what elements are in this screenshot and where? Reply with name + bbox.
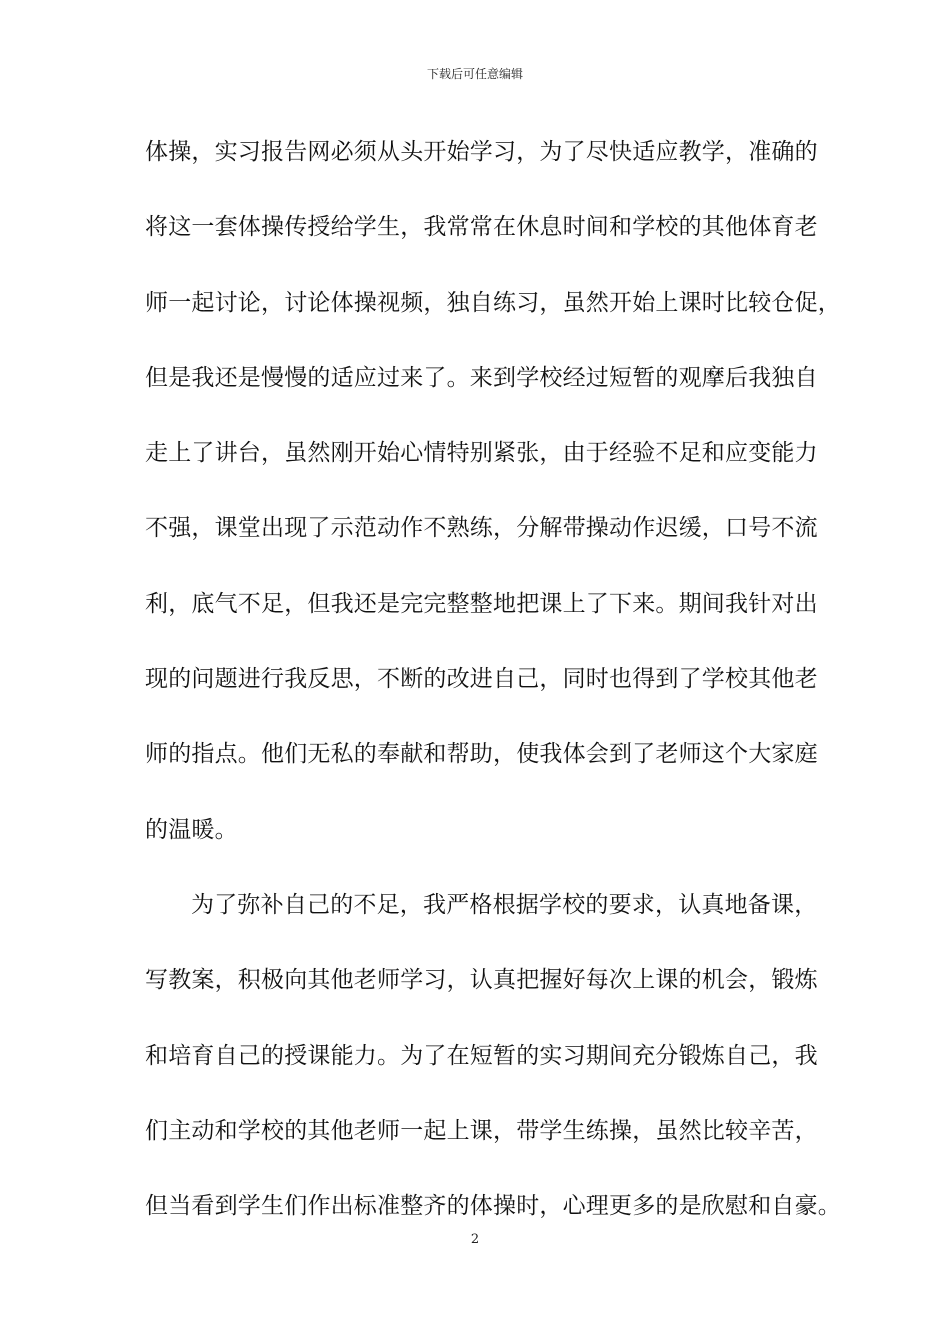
paragraph-line: 师一起讨论，讨论体操视频，独自练习，虽然开始上课时比较仓促，	[145, 289, 841, 316]
paragraph-line: 体操，实习报告网必须从头开始学习，为了尽快适应教学，准确的	[145, 139, 818, 165]
paragraph-line: 师的指点。他们无私的奉献和帮助，使我体会到了老师这个大家庭	[145, 741, 818, 768]
document-body	[145, 130, 841, 1259]
page-header: 下载后可任意编辑	[426, 67, 523, 81]
paragraph-line: 走上了讲台，虽然刚开始心情特别紧张，由于经验不足和应变能力	[145, 440, 818, 467]
paragraph-line: 们主动和学校的其他老师一起上课，带学生练操，虽然比较辛苦，	[145, 1117, 818, 1144]
paragraph-line: 但是我还是慢慢的适应过来了。来到学校经过短暂的观摩后我独自	[145, 364, 818, 391]
paragraph-line: 写教案，积极向其他老师学习，认真把握好每次上课的机会，锻炼	[145, 967, 818, 994]
paragraph-line: 的温暖。	[145, 816, 238, 843]
paragraph-line: 和培育自己的授课能力。为了在短暂的实习期间充分锻炼自己，我	[145, 1042, 818, 1069]
paragraph-line: 利，底气不足，但我还是完完整整地把课上了下来。期间我针对出	[145, 590, 818, 617]
paragraph-line: 但当看到学生们作出标准整齐的体操时，心理更多的是欣慰和自豪。	[145, 1193, 841, 1220]
paragraph-line: 将这一套体操传授给学生，我常常在休息时间和学校的其他体育老	[145, 214, 818, 241]
paragraph-line: 不强，课堂出现了示范动作不熟练，分解带操动作迟缓，口号不流	[145, 515, 818, 542]
paragraph-line: 现的问题进行我反思，不断的改进自己，同时也得到了学校其他老	[145, 666, 818, 693]
paragraph-line: 为了弥补自己的不足，我严格根据学校的要求，认真地备课，	[191, 891, 818, 918]
page-number: 2	[470, 1232, 480, 1247]
